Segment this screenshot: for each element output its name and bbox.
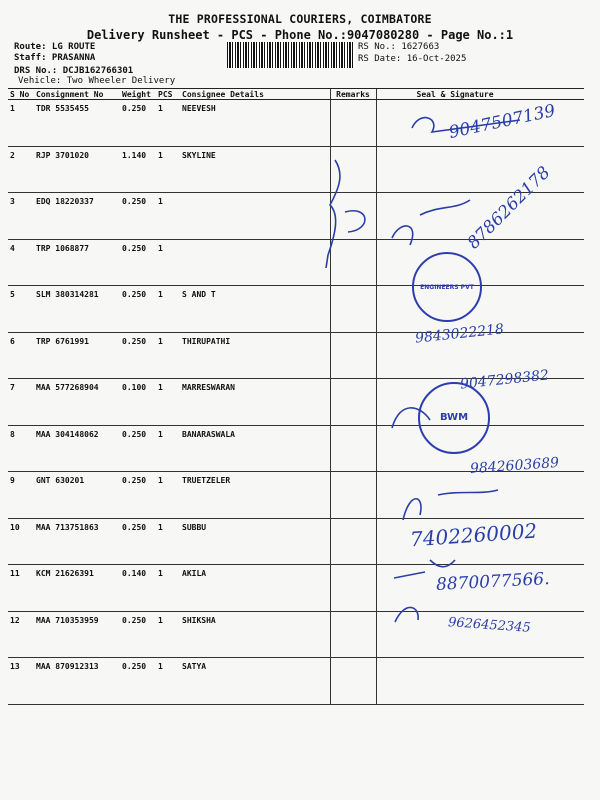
handwritten-phone-6: 7402260002 [409, 518, 538, 552]
cell-sno: 4 [8, 239, 34, 286]
cell-weight: 0.100 [120, 379, 156, 426]
cell-consignment: MAA 304148062 [34, 425, 120, 472]
cell-consignment: MAA 710353959 [34, 611, 120, 658]
cell-remarks [330, 193, 376, 240]
cell-consignment: RJP 3701020 [34, 146, 120, 193]
company-seal-stamp [418, 382, 490, 454]
cell-sno: 2 [8, 146, 34, 193]
cell-weight: 0.250 [120, 239, 156, 286]
cell-remarks [330, 611, 376, 658]
cell-sno: 1 [8, 100, 34, 147]
table-row [8, 658, 584, 705]
cell-remarks [330, 146, 376, 193]
company-seal-stamp [412, 252, 482, 322]
cell-pcs: 1 [156, 332, 180, 379]
handwritten-phone-7: 8870077566. [435, 569, 551, 595]
cell-remarks [330, 658, 376, 705]
document-title: THE PROFESSIONAL COURIERS, COIMBATORE [168, 12, 432, 26]
cell-weight: 0.250 [120, 472, 156, 519]
cell-remarks [330, 379, 376, 426]
col-seal-signature: Seal & Signature [376, 89, 584, 100]
cell-remarks [330, 286, 376, 333]
handwritten-phone-8: 9626452345 [447, 615, 532, 636]
cell-consignee: MARRESWARAN [180, 379, 330, 426]
cell-sno: 11 [8, 565, 34, 612]
cell-pcs: 1 [156, 472, 180, 519]
cell-consignee: SHIKSHA [180, 611, 330, 658]
cell-weight: 0.250 [120, 611, 156, 658]
cell-consignment: EDQ 18220337 [34, 193, 120, 240]
rs-date: RS Date: 16-Oct-2025 [358, 54, 467, 64]
cell-consignee: SATYA [180, 658, 330, 705]
route: Route: LG ROUTE [14, 42, 96, 52]
document-subtitle: Delivery Runsheet - PCS - Phone No.:9047080280 - Page No.:1 [86, 28, 514, 42]
cell-sno: 9 [8, 472, 34, 519]
cell-sno: 10 [8, 518, 34, 565]
table-row [8, 146, 584, 193]
cell-sno: 5 [8, 286, 34, 333]
table-row [8, 472, 584, 519]
cell-pcs: 1 [156, 425, 180, 472]
cell-weight: 0.250 [120, 332, 156, 379]
cell-consignee: SUBBU [180, 518, 330, 565]
rs-number: RS No.: 1627663 [358, 42, 440, 52]
cell-weight: 0.250 [120, 286, 156, 333]
vehicle: Vehicle: Two Wheeler Delivery [18, 76, 176, 86]
stamp-text: ENGINEERS PVT [420, 284, 474, 291]
cell-pcs: 1 [156, 518, 180, 565]
cell-consignment: TRP 1068877 [34, 239, 120, 286]
cell-pcs: 1 [156, 193, 180, 240]
cell-weight: 1.140 [120, 146, 156, 193]
cell-consignee [180, 193, 330, 240]
cell-consignment: SLM 380314281 [34, 286, 120, 333]
cell-sno: 13 [8, 658, 34, 705]
cell-seal [376, 146, 584, 193]
cell-consignee: AKILA [180, 565, 330, 612]
handwritten-phone-1: 9047507139 [447, 100, 558, 144]
cell-sno: 6 [8, 332, 34, 379]
col-weight: Weight [120, 89, 156, 100]
cell-consignee: BANARASWALA [180, 425, 330, 472]
handwritten-phone-2: 8786262178 [463, 162, 555, 254]
cell-remarks [330, 565, 376, 612]
col-consignee: Consignee Details [180, 89, 330, 100]
cell-consignment: MAA 577268904 [34, 379, 120, 426]
cell-remarks [330, 425, 376, 472]
cell-consignee [180, 239, 330, 286]
table-row [8, 239, 584, 286]
handwritten-phone-3: 9843022218 [414, 321, 505, 347]
cell-sno: 3 [8, 193, 34, 240]
cell-sno: 12 [8, 611, 34, 658]
cell-weight: 0.250 [120, 193, 156, 240]
cell-remarks [330, 239, 376, 286]
cell-consignee: S AND T [180, 286, 330, 333]
cell-consignment: TRP 6761991 [34, 332, 120, 379]
cell-pcs: 1 [156, 611, 180, 658]
staff: Staff: PRASANNA [14, 53, 96, 63]
cell-weight: 0.250 [120, 658, 156, 705]
runsheet-table [8, 88, 584, 705]
cell-weight: 0.250 [120, 425, 156, 472]
cell-pcs: 1 [156, 100, 180, 147]
cell-remarks [330, 518, 376, 565]
handwritten-phone-4: 9047298382 [459, 367, 550, 393]
cell-consignee: THIRUPATHI [180, 332, 330, 379]
table-header [8, 89, 584, 100]
cell-weight: 0.140 [120, 565, 156, 612]
cell-consignment: KCM 21626391 [34, 565, 120, 612]
drs-number: DRS No.: DCJB162766301 [14, 66, 134, 76]
stamp-text: BWM [439, 412, 469, 423]
cell-consignment: TDR 5535455 [34, 100, 120, 147]
cell-consignee: NEEVESH [180, 100, 330, 147]
cell-consignment: MAA 713751863 [34, 518, 120, 565]
cell-weight: 0.250 [120, 518, 156, 565]
cell-pcs: 1 [156, 146, 180, 193]
col-sno: S No [8, 89, 34, 100]
col-pcs: PCS [156, 89, 180, 100]
cell-weight: 0.250 [120, 100, 156, 147]
cell-consignment: GNT 630201 [34, 472, 120, 519]
cell-remarks [330, 332, 376, 379]
barcode [227, 42, 355, 68]
cell-pcs: 1 [156, 565, 180, 612]
cell-seal [376, 658, 584, 705]
cell-consignee: TRUETZELER [180, 472, 330, 519]
handwritten-phone-5: 9842603689 [469, 454, 560, 478]
cell-consignee: SKYLINE [180, 146, 330, 193]
col-remarks: Remarks [330, 89, 376, 100]
cell-pcs: 1 [156, 379, 180, 426]
col-consignment: Consignment No [34, 89, 120, 100]
cell-remarks [330, 472, 376, 519]
cell-pcs: 1 [156, 239, 180, 286]
cell-sno: 8 [8, 425, 34, 472]
cell-consignment: MAA 870912313 [34, 658, 120, 705]
cell-remarks [330, 100, 376, 147]
cell-pcs: 1 [156, 286, 180, 333]
table-row [8, 332, 584, 379]
cell-seal [376, 472, 584, 519]
cell-sno: 7 [8, 379, 34, 426]
cell-pcs: 1 [156, 658, 180, 705]
